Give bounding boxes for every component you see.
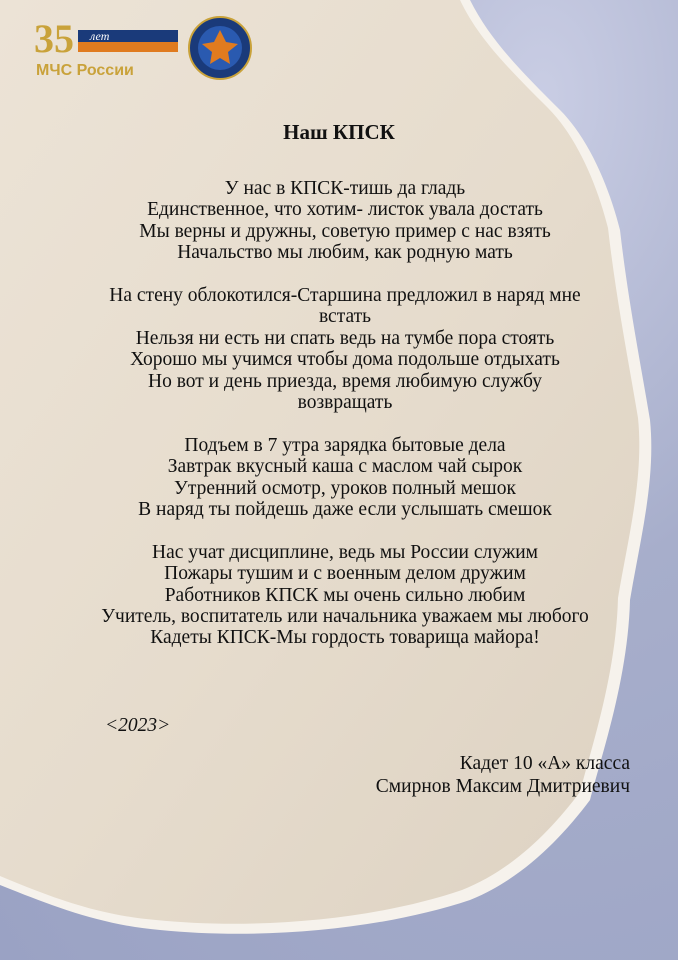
poem-line: У нас в КПСК-тишь да гладь bbox=[224, 178, 466, 199]
logo-number: 35 bbox=[34, 16, 74, 61]
poem-line: В наряд ты пойдешь даже если услышать смешок bbox=[138, 499, 552, 521]
poem-line: Мы верны и дружны, советую пример с нас взять bbox=[139, 220, 551, 242]
poem-line: Единственное, что хотим- листок увала достать bbox=[147, 199, 543, 221]
poem-line: На стену облокотился-Старшина предложил в наряд мне встать bbox=[109, 285, 581, 328]
poem-line: Но вот и день приезда, время любимую службу возвращать bbox=[148, 370, 542, 414]
stanza bbox=[100, 435, 590, 521]
poem-line: Пожары тушим и с военным делом дружим bbox=[164, 563, 526, 585]
poem-line: Подъем в 7 утра зарядка бытовые дела bbox=[184, 434, 506, 456]
poem-line: Хорошо мы учимся чтобы дома подольше отдыхать bbox=[130, 349, 560, 371]
year-label: <2023> bbox=[105, 715, 171, 736]
poem-line: Нельзя ни есть ни спать ведь на тумбе пора стоять bbox=[135, 327, 555, 349]
stanza bbox=[100, 285, 590, 413]
page-title: Наш КПСК bbox=[283, 120, 395, 144]
poem-line: Начальство мы любим, как родную мать bbox=[177, 242, 513, 264]
stanza bbox=[100, 178, 590, 264]
poem-line: Работников КПСК мы очень сильно любим bbox=[164, 584, 526, 606]
mchs-logo bbox=[30, 10, 260, 85]
poem bbox=[100, 178, 590, 670]
signature-class: Кадет 10 «А» класса bbox=[459, 753, 630, 774]
poem-line: Кадеты КПСК-Мы гордость товарища майора! bbox=[150, 627, 540, 649]
signature-name: Смирнов Максим Дмитриевич bbox=[375, 776, 630, 797]
stanza bbox=[100, 542, 590, 649]
poem-line: Нас учат дисциплине, ведь мы России служим bbox=[152, 541, 538, 563]
mchs-emblem-icon bbox=[189, 17, 251, 79]
logo-years: лет bbox=[90, 29, 110, 43]
poem-line: Утренний осмотр, уроков полный мешок bbox=[174, 477, 516, 499]
signature bbox=[376, 752, 630, 798]
poem-line: Учитель, воспитатель или начальника уважаем мы любого bbox=[101, 606, 589, 628]
poem-line: Завтрак вкусный каша с маслом чай сырок bbox=[167, 456, 523, 478]
logo-org-name: МЧС России bbox=[36, 62, 134, 79]
